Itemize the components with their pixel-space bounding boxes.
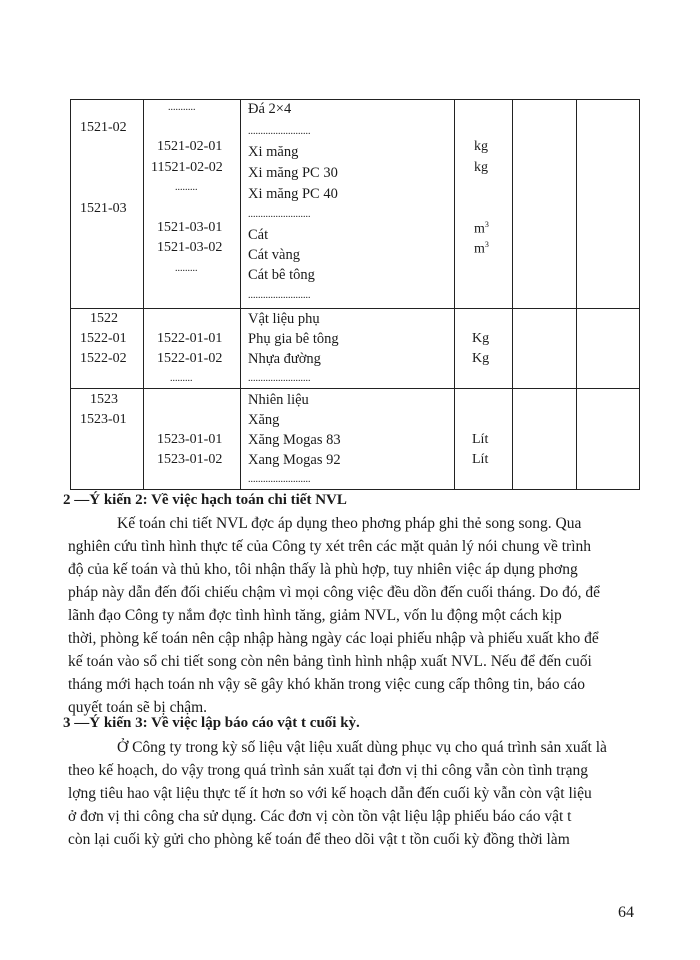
sub-account-code: 1521-02-01: [157, 139, 223, 154]
unit-label: Lít: [472, 452, 489, 467]
material-name: Xăng: [248, 412, 280, 428]
table-col-line-5: [576, 99, 577, 489]
material-name: Cát vàng: [248, 247, 300, 263]
unit-label: Lít: [472, 432, 489, 447]
sub-account-code: 1521-03-02: [157, 240, 223, 255]
material-name: Xi măng: [248, 144, 299, 160]
table-dots: .........................: [248, 209, 311, 220]
table-col-line-6: [639, 99, 640, 489]
table-col-line-2: [240, 99, 241, 489]
paragraph-line: theo kế hoạch, do vậy trong quá trình sản xuất tại đơn vị thi công vẫn còn tình trạng: [68, 762, 589, 779]
table-bottom-border: [70, 489, 640, 490]
account-code: 1522: [90, 311, 118, 326]
material-name: Nhiên liệu: [248, 392, 309, 408]
material-name: Cát bê tông: [248, 267, 315, 283]
material-name: Xang Mogas 92: [248, 452, 341, 468]
table-dots: .........................: [248, 474, 311, 485]
material-name: Xi măng PC 30: [248, 165, 338, 181]
account-code: 1521-03: [80, 201, 127, 216]
unit-label: $m^3$: [474, 240, 489, 257]
sub-account-code: 1522-01-01: [157, 331, 223, 346]
table-dots: .........................: [248, 290, 311, 301]
paragraph-line: lợng tiêu hao vật liệu thực tế ít hơn so với kế hoạch dẫn đến cuối kỳ vẫn còn vật liệu: [68, 785, 592, 802]
unit-label: $m^3$: [474, 220, 489, 237]
table-dots: .........................: [248, 126, 311, 137]
material-name: Cát: [248, 227, 269, 243]
paragraph-line: kế toán vào sổ chi tiết song còn nên bảng tình hình nhập xuất NVL. Nếu để đến cuối: [68, 653, 592, 670]
section-3-heading: 3 —Ý kiến 3: Về việc lập báo cáo vật t cuối kỳ.: [63, 715, 360, 731]
sub-account-code: 1522-01-02: [157, 351, 223, 366]
paragraph-line: tháng mới hạch toán nh vậy sẽ gây khó khăn trong việc cung cấp thông tin, báo cáo: [68, 676, 585, 693]
unit-label: kg: [474, 160, 488, 175]
paragraph-line: thời, phòng kế toán nên cập nhập hàng ngày các loại phiếu nhập và phiếu xuất kho để: [68, 630, 599, 647]
table-row-divider-2: [70, 388, 640, 389]
account-code: 1523-01: [80, 412, 127, 427]
table-dots: .........................: [248, 373, 311, 384]
paragraph-line: nghiên cứu tình hình thực tế của Công ty xét trên các mặt quản lý nói chung về trình: [68, 538, 592, 555]
table-row-divider-1: [70, 308, 640, 309]
table-col-line-1: [143, 99, 144, 489]
paragraph-line: pháp này dẫn đến đối chiếu chậm vì mọi công việc đều dồn đến cuối tháng. Do đó, để: [68, 584, 601, 601]
unit-label: Kg: [472, 331, 490, 346]
material-name: Nhựa đường: [248, 351, 321, 367]
sub-account-code: 11521-02-02: [151, 160, 223, 175]
paragraph-line: lãnh đạo Công ty nắm đợc tình hình tăng, giảm NVL, vốn lu động một cách kịp: [68, 607, 562, 624]
material-name: Vật liệu phụ: [248, 311, 320, 327]
account-code: 1522-02: [80, 351, 127, 366]
page-number: 64: [618, 904, 634, 921]
table-top-border: [70, 99, 640, 100]
unit-label: Kg: [472, 351, 490, 366]
table-col-line-0: [70, 99, 71, 489]
material-name: Xăng Mogas 83: [248, 432, 341, 448]
sub-account-code: 1523-01-01: [157, 432, 223, 447]
sub-account-code: 1521-03-01: [157, 220, 223, 235]
material-name: Phụ gia bê tông: [248, 331, 339, 347]
table-dots: .........: [175, 263, 198, 274]
account-code: 1521-02: [80, 120, 127, 135]
paragraph-line: Kế toán chi tiết NVL đợc áp dụng theo phơng pháp ghi thẻ song song. Qua: [117, 515, 582, 532]
sub-account-code: 1523-01-02: [157, 452, 223, 467]
account-code: 1523: [90, 392, 118, 407]
material-name: Đá 2×4: [248, 101, 292, 117]
table-dots: .........: [170, 373, 193, 384]
paragraph-line: còn lại cuối kỳ gửi cho phòng kế toán để theo dõi vật t tồn cuối kỳ đồng thời làm: [68, 831, 570, 848]
table-col-line-3: [454, 99, 455, 489]
table-dots: .........: [175, 182, 198, 193]
section-2-heading: 2 —Ý kiến 2: Về việc hạch toán chi tiết NVL: [63, 492, 347, 508]
paragraph-line: Ở Công ty trong kỳ số liệu vật liệu xuất dùng phục vụ cho quá trình sản xuất là: [117, 739, 607, 756]
table-col-line-4: [512, 99, 513, 489]
unit-label: kg: [474, 139, 488, 154]
paragraph-line: quyết toán sẽ bị chậm.: [68, 699, 208, 716]
material-name: Xi măng PC 40: [248, 186, 338, 202]
paragraph-line: độ của kế toán và thủ kho, tôi nhận thấy là phù hợp, tuy nhiên việc áp dụng phơng: [68, 561, 578, 578]
paragraph-line: ở đơn vị thi công cha sử dụng. Các đơn vị còn tồn vật liệu lập phiếu báo cáo vật t: [68, 808, 572, 825]
table-dots: ...........: [168, 102, 196, 113]
account-code: 1522-01: [80, 331, 127, 346]
